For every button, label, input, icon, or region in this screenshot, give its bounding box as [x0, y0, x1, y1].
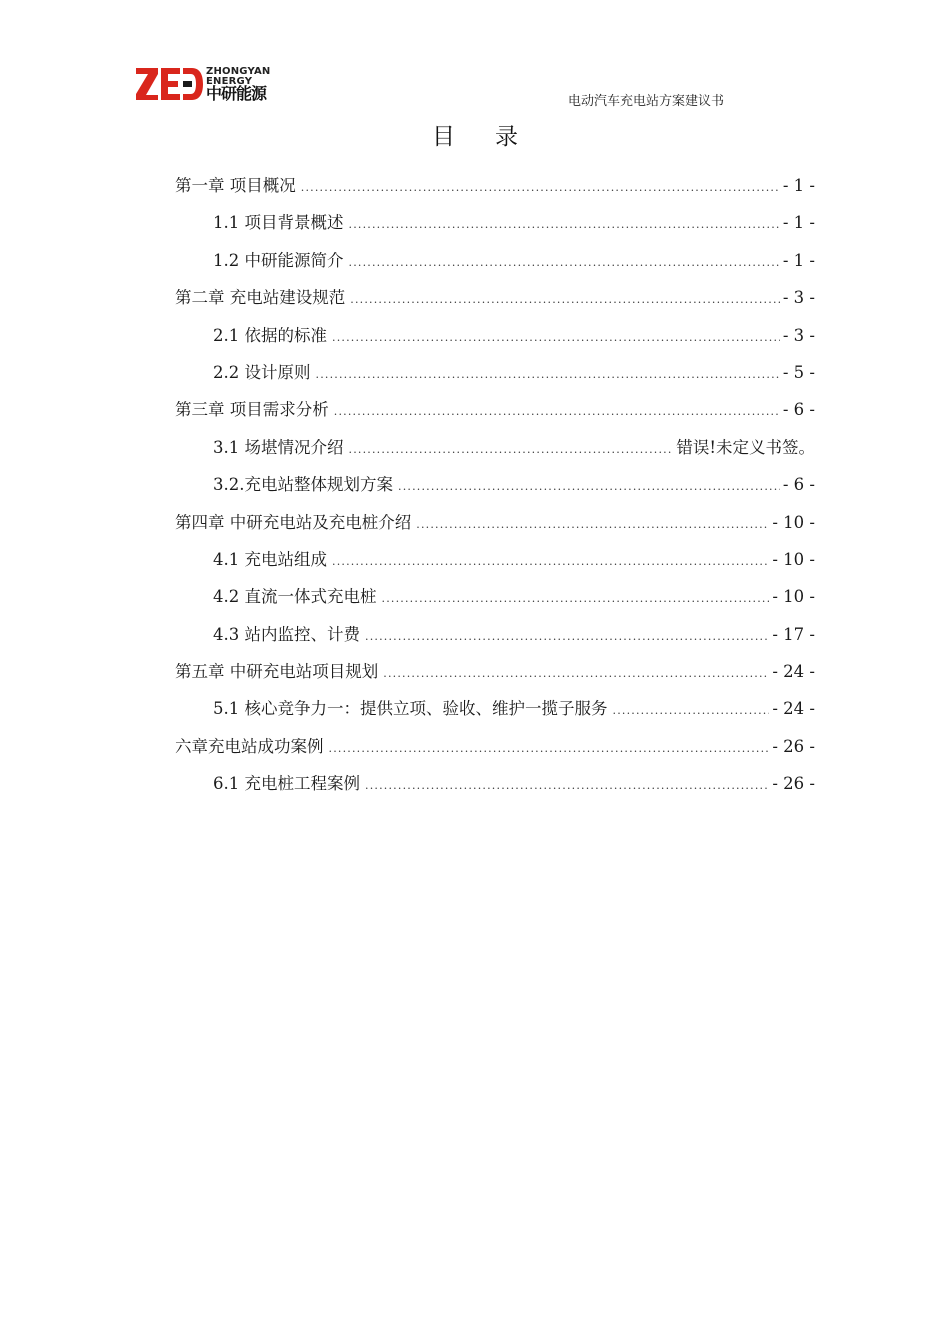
toc-dot-leader: [349, 443, 674, 456]
document-title: 电动汽车充电站方案建议书: [567, 94, 724, 109]
logo-en-line1: ZHONGYAN: [206, 66, 271, 77]
toc-dot-leader: [613, 704, 770, 717]
toc-section-entry[interactable]: [175, 546, 815, 583]
toc-entry-label: 第三章 项目需求分析: [175, 400, 329, 420]
toc-entry-label: 4.1 充电站组成: [213, 549, 327, 569]
toc-dot-leader: [301, 181, 780, 194]
toc-entry-label: 3.1 场堪情况介绍: [213, 437, 344, 457]
toc-chapter-entry[interactable]: [175, 284, 815, 321]
toc-dot-leader: [382, 592, 770, 605]
toc-entry-label: 1.1 项目背景概述: [213, 213, 344, 233]
toc-entry-label: 第四章 中研充电站及充电桩介绍: [175, 512, 412, 532]
toc-dot-leader: [332, 331, 780, 344]
toc-dot-leader: [334, 405, 780, 418]
toc-entry-label: 第一章 项目概况: [175, 176, 296, 195]
toc-entry-page: - 10 -: [772, 512, 815, 532]
toc-entry-page: - 3 -: [782, 288, 815, 308]
toc-entry-page: - 24 -: [772, 662, 815, 682]
toc-dot-leader: [329, 742, 770, 755]
toc-section-entry[interactable]: [175, 322, 815, 359]
toc-entry-page: - 3 -: [782, 325, 815, 345]
toc-entry-label: 6.1 充电桩工程案例: [213, 774, 360, 794]
toc-entry-label: 4.2 直流一体式充电桩: [213, 587, 377, 607]
toc-entry-label: 2.2 设计原则: [213, 362, 311, 382]
toc-chapter-entry[interactable]: [175, 396, 815, 433]
toc-section-entry[interactable]: [175, 434, 815, 471]
toc-entry-page: - 1 -: [782, 213, 815, 233]
toc-entry-page: - 26 -: [772, 774, 815, 794]
toc-entry-page: - 10 -: [772, 587, 815, 607]
toc-dot-leader: [365, 630, 769, 643]
toc-section-entry[interactable]: [175, 695, 815, 732]
toc-entry-page: - 5 -: [782, 362, 815, 382]
page-header: [0, 0, 950, 115]
toc-dot-leader: [383, 667, 769, 680]
zed-logo-mark-icon: [134, 66, 204, 102]
toc-section-entry[interactable]: [175, 247, 815, 284]
toc-entry-label: 第二章 充电站建设规范: [175, 288, 346, 308]
toc-entry-page: - 26 -: [772, 736, 815, 756]
toc-section-entry[interactable]: [175, 583, 815, 620]
table-of-contents: [175, 172, 815, 808]
company-logo: [134, 66, 274, 102]
toc-entry-page: 错误!未定义书签。: [676, 437, 815, 457]
toc-section-entry[interactable]: [175, 471, 815, 508]
toc-dot-leader: [349, 218, 780, 231]
toc-heading: 目录: [432, 124, 558, 150]
toc-chapter-entry[interactable]: [175, 172, 815, 209]
toc-chapter-entry[interactable]: [175, 658, 815, 695]
toc-entry-label: 第五章 中研充电站项目规划: [175, 662, 379, 682]
toc-entry-label: 5.1 核心竞争力一：提供立项、验收、维护一揽子服务: [213, 699, 608, 719]
toc-entry-page: - 6 -: [782, 475, 815, 495]
toc-entry-label: 1.2 中研能源简介: [213, 250, 344, 270]
toc-entry-label: 3.2.充电站整体规划方案: [213, 475, 393, 495]
toc-dot-leader: [349, 256, 780, 269]
toc-entry-page: - 17 -: [772, 624, 815, 644]
toc-entry-page: - 1 -: [782, 176, 815, 195]
logo-en-line2: ENERGY: [206, 76, 253, 87]
toc-dot-leader: [332, 555, 769, 568]
toc-entry-label: 2.1 依据的标准: [213, 325, 327, 345]
toc-dot-leader: [350, 293, 780, 306]
toc-dot-leader: [316, 368, 780, 381]
toc-section-entry[interactable]: [175, 621, 815, 658]
toc-section-entry[interactable]: [175, 770, 815, 807]
toc-entry-page: - 1 -: [782, 250, 815, 270]
toc-entry-page: - 24 -: [772, 699, 815, 719]
toc-section-entry[interactable]: [175, 359, 815, 396]
toc-entry-page: - 10 -: [772, 549, 815, 569]
toc-entry-label: 4.3 站内监控、计费: [213, 624, 360, 644]
toc-dot-leader: [365, 779, 769, 792]
logo-chinese-name: 中研能源: [206, 84, 267, 103]
toc-dot-leader: [398, 480, 780, 493]
toc-chapter-entry[interactable]: [175, 733, 815, 770]
toc-section-entry[interactable]: [175, 209, 815, 246]
toc-entry-label: 六章充电站成功案例: [175, 736, 324, 756]
toc-chapter-entry[interactable]: [175, 509, 815, 546]
toc-entry-page: - 6 -: [782, 400, 815, 420]
toc-dot-leader: [416, 518, 769, 531]
